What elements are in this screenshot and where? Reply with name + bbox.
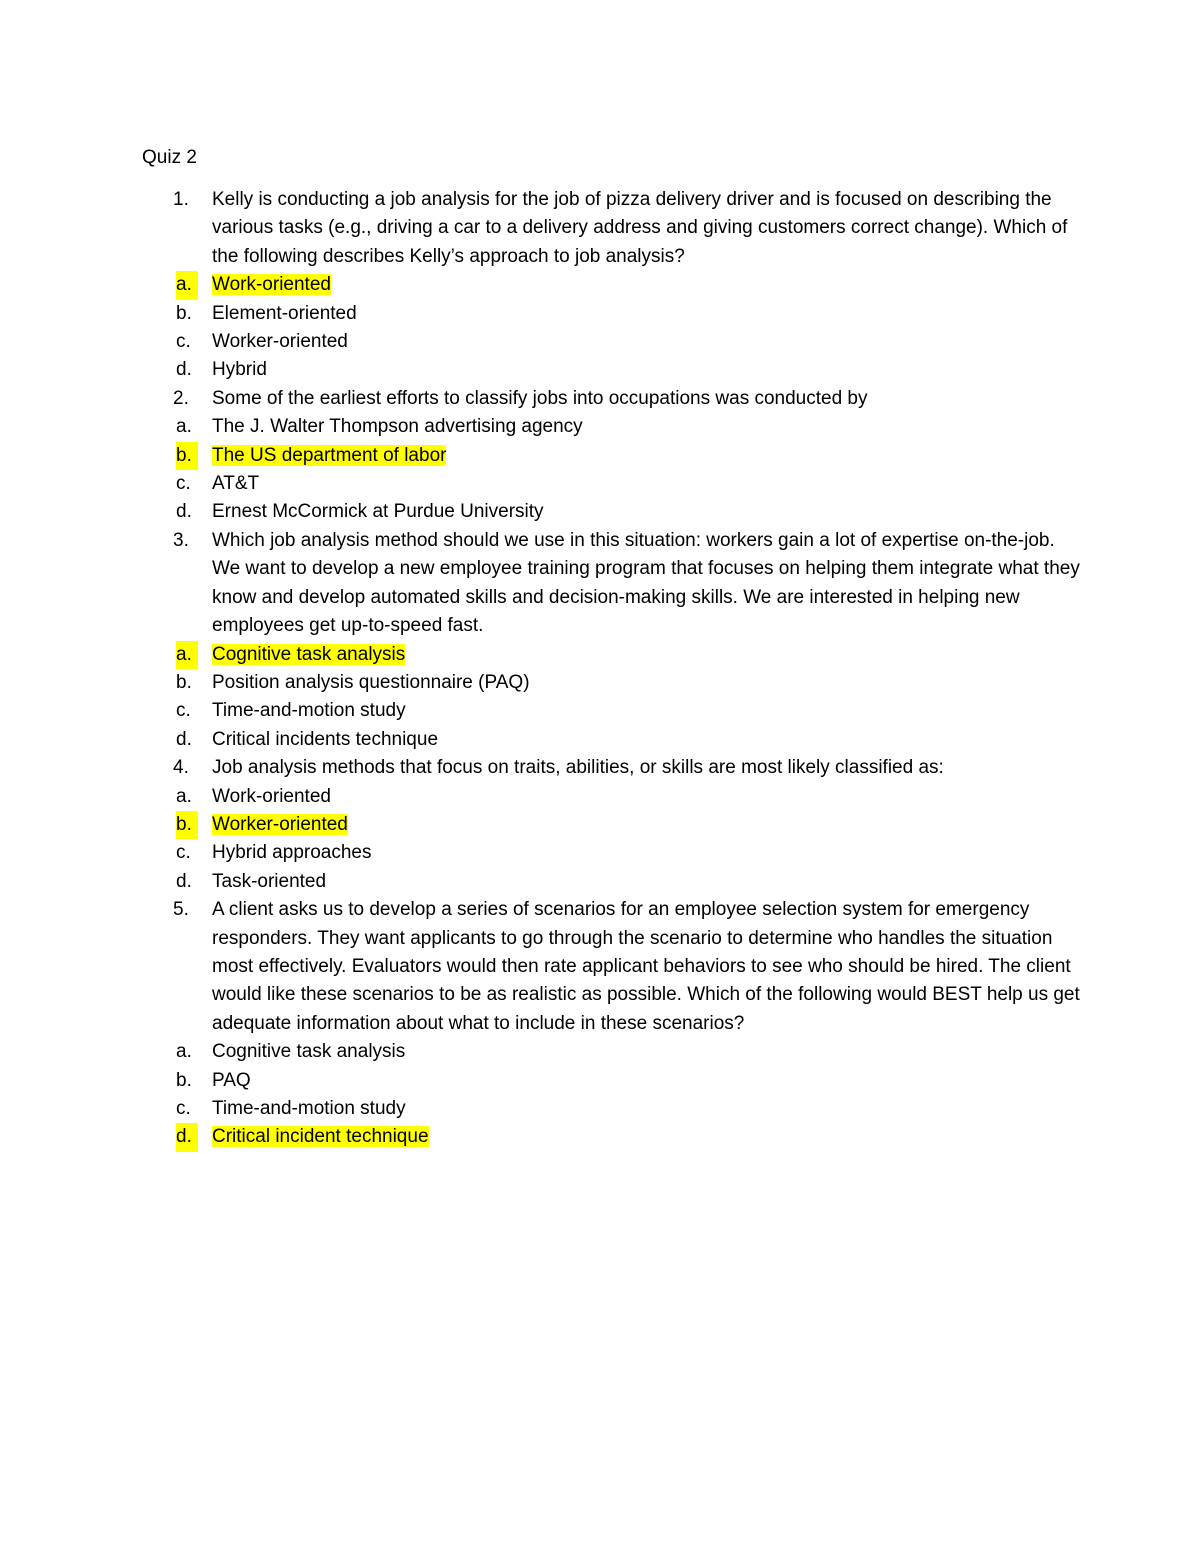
option-text: Cognitive task analysis — [212, 1041, 406, 1063]
question-4 — [142, 754, 1082, 782]
option-letter: b. — [176, 671, 192, 693]
question-1-options — [142, 271, 1082, 385]
question-1 — [142, 186, 1082, 271]
option-text: Hybrid approaches — [212, 842, 372, 864]
option-2c — [142, 470, 1082, 498]
option-4a — [142, 783, 1082, 811]
question-number: 2. — [173, 387, 189, 409]
option-2d — [142, 498, 1082, 526]
option-text: Position analysis questionnaire (PAQ) — [212, 671, 530, 693]
option-letter: a. — [176, 641, 198, 669]
option-text: Work-oriented — [212, 785, 331, 807]
option-text: Cognitive task analysis — [212, 643, 406, 665]
option-letter: d. — [176, 728, 192, 750]
option-text: AT&T — [212, 473, 260, 495]
option-letter: d. — [176, 359, 192, 381]
question-number: 3. — [173, 529, 189, 551]
option-1c — [142, 328, 1082, 356]
option-text: Time-and-motion study — [212, 1098, 406, 1119]
option-1b — [142, 300, 1082, 328]
option-letter: c. — [176, 331, 191, 353]
option-2a — [142, 413, 1082, 441]
option-5b — [142, 1067, 1082, 1095]
option-text: Hybrid — [212, 359, 267, 381]
option-letter: d. — [176, 501, 192, 523]
option-5c — [142, 1095, 1082, 1123]
option-3b — [142, 669, 1082, 697]
option-4c — [142, 839, 1082, 867]
question-number: 1. — [173, 189, 189, 210]
option-letter: a. — [176, 271, 198, 299]
option-letter: a. — [176, 1041, 192, 1063]
option-letter: b. — [176, 1069, 192, 1091]
option-text: Ernest McCormick at Purdue University — [212, 501, 544, 523]
option-4b — [142, 811, 1082, 839]
question-5 — [142, 896, 1082, 1038]
question-text: Kelly is conducting a job analysis for the job of pizza delivery driver and is focused on describing the various tasks (e.g., driving a car to a delivery address and giving customers correct change). Which of the following describes Kelly’s approach to job analysis? — [212, 189, 1068, 267]
option-letter: d. — [176, 1123, 198, 1151]
question-3 — [142, 527, 1082, 641]
option-letter: b. — [176, 302, 192, 324]
option-5a — [142, 1038, 1082, 1066]
question-5-options — [142, 1038, 1082, 1152]
option-text: PAQ — [212, 1069, 251, 1091]
question-text: Some of the earliest efforts to classify jobs into occupations was conducted by — [212, 387, 868, 409]
option-text: Worker-oriented — [212, 331, 348, 353]
question-text: A client asks us to develop a series of scenarios for an employee selection system for emergency responders. They want applicants to go through the scenario to determine who handles the situation most effectively. Evaluators would then rate applicant behaviors to see who should be hired. The client would like these scenarios to be as realistic as possible. Which of the following would BEST help us get adequate information about what to include in these scenarios? — [212, 899, 1080, 1034]
option-text: The US department of labor — [212, 444, 447, 466]
question-text: Job analysis methods that focus on traits, abilities, or skills are most likely classified as: — [212, 757, 944, 779]
option-text: Time-and-motion study — [212, 700, 406, 722]
option-text: Worker-oriented — [212, 813, 348, 835]
option-text: Critical incidents technique — [212, 728, 439, 750]
option-letter: b. — [176, 442, 198, 470]
option-1a — [142, 271, 1082, 299]
option-1d — [142, 356, 1082, 384]
option-letter: c. — [176, 473, 191, 495]
option-text: Work-oriented — [212, 274, 331, 296]
option-4d — [142, 868, 1082, 896]
option-3d — [142, 726, 1082, 754]
document-title: Quiz 2 — [142, 147, 197, 168]
question-2 — [142, 385, 1082, 413]
option-letter: a. — [176, 785, 192, 807]
question-number: 4. — [173, 757, 189, 779]
option-text: Task-oriented — [212, 870, 327, 892]
option-2b — [142, 442, 1082, 470]
option-letter: c. — [176, 842, 191, 864]
question-number: 5. — [173, 899, 189, 921]
question-list — [142, 186, 1082, 1152]
option-text: Critical incident technique — [212, 1126, 429, 1148]
question-4-options — [142, 783, 1082, 897]
question-text: Which job analysis method should we use in this situation: workers gain a lot of expertise on-the-job. We want to develop a new employee training program that focuses on helping them integrate what they know and develop automated skills and decision-making skills. We are interested in helping new employees get up-to-speed fast. — [212, 529, 1080, 637]
option-letter: c. — [176, 700, 191, 722]
option-letter: c. — [176, 1098, 191, 1119]
option-letter: b. — [176, 811, 198, 839]
option-letter: a. — [176, 416, 192, 438]
option-3c — [142, 697, 1082, 725]
question-3-options — [142, 641, 1082, 755]
option-text: Element-oriented — [212, 302, 357, 324]
option-3a — [142, 641, 1082, 669]
question-2-options — [142, 413, 1082, 527]
option-5d — [142, 1123, 1082, 1151]
option-text: The J. Walter Thompson advertising agency — [212, 416, 583, 438]
option-letter: d. — [176, 870, 192, 892]
